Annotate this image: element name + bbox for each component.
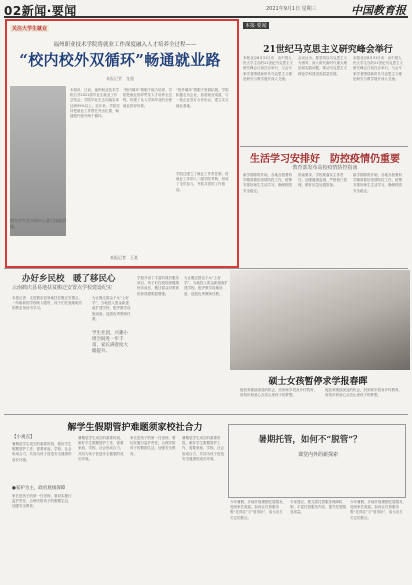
lead-body-col-4: 学院还建立了就业工作责任制，将就业工作纳入二级学院考核，形成了全员参与、齐抓共管的工作格局。 [176,172,229,192]
lead-photo-caption: 图为学生在实训中心进行技能训练。 [10,218,66,229]
section-title: 02新闻·要闻 [4,4,77,18]
bottom-body-col-2: 家长是孩子的第一任老师，要切实履行监护责任，合理安排孩子的假期生活，加强安全教育。 [12,494,72,509]
bottom-body-col-7: 专家建议，要完善托管服务保障机制，丰富托管服务内容，提升托管服务质量。 [290,500,346,515]
bottom-body-col-5: 暑期是学生成长的重要时段，做好学生假期管护工作，需要家庭、学校、社会形成合力，共同为孩子营造安全健康的成长环境。 [182,436,224,461]
bottom-feature-title[interactable]: 暑期托管，如何不“脱管”？ [258,435,362,445]
bottom-body-col-4: 家长是孩子的第一任老师，要切实履行监护责任，合理安排孩子的假期生活，加强安全教育。 [130,436,176,456]
middle-body-col-5: 她放弃继续深造的机会，回到家乡投身乡村教育，用知识和爱心点亮山里孩子的梦想。 [240,388,317,398]
bottom-body-col-8: 今年暑假，多地开展暑期托管服务，受到家长欢迎。如何让托管服务既“托得住”又“管得好”，成为各方关注的焦点。 [350,500,406,520]
right-body-col-5: 指南要求，学校要落实主体责任，加强健康监测，严格校门管理，做好应急处置准备。 [298,173,347,188]
issue-date: 2021年9月1日 星期三 [266,6,317,12]
middle-photo [230,270,410,370]
right-headline-1[interactable]: 21世纪马克思主义研究峰会举行 [263,45,393,55]
right-divider [240,146,408,147]
middle-headline-1[interactable]: 办好乡民校 暖了移民心 [22,274,116,284]
bottom-subhead: ●家护为主，政府底线保障 [12,486,66,491]
bottom-body-col-6: 今年暑假，多地开展暑期托管服务，受到家长欢迎。如何让托管服务既“托得住”又“管得好”，成为各方关注的焦点。 [230,500,286,520]
middle-body-col-1: 本报记者 走进鹤庆县易地扶贫搬迁安置点，一所崭新的学校映入眼帘，孩子们在宽敞明亮的教室里读书学习。 [12,296,82,311]
lead-headline[interactable]: “校内校外双循环”畅通就业路 [19,51,221,69]
middle-body-col-4: 为让搬迁群众子女“上好学”，当地投入资金新建改扩建学校，配齐教学设施设备，选派优秀教师任教。 [184,276,228,296]
lead-deck: 福州职业技术学院将就业工作深度融入人才培养全过程—— [53,42,197,48]
right-headline-2[interactable]: 生活学习安排好 防控疫情仍重要 [250,154,400,165]
lead-body-col-1: 本报讯 日前，福州职业技术学院召开2021届毕业生就业工作总结会，学院毕业生去向落实率达到95%以上。近年来，学院坚持把就业工作摆在突出位置，畅通校内校外两个循环。 [70,88,120,119]
right-body-col-2: 会议认为，要坚持以马克思主义为指导，深入研究新时代重大理论和实践问题，推动马克思主义理论学科建设高质量发展。 [298,56,347,76]
bottom-divider [4,414,408,415]
middle-body-col-6: 她放弃继续深造的机会，回到家乡投身乡村教育，用知识和爱心点亮山里孩子的梦想。 [325,388,402,398]
middle-divider [4,268,408,269]
lead-body-col-2: “校内循环”着眼于能力培养，学院把就业指导贯穿人才培养全过程，构建了从入学到毕业的全程就业指导体系。 [123,88,173,108]
bottom-body-col-1: 暑期是学生成长的重要时段，做好学生假期管护工作，需要家庭、学校、社会形成合力，共同为孩子营造安全健康的成长环境。 [12,442,72,462]
right-body-col-6: 新学期即将开始，各地各校要科学精准做好疫情防控工作，统筹安排好师生生活学习，确保校园安全稳定。 [353,173,402,193]
right-body-col-4: 新学期即将开始，各地各校要科学精准做好疫情防控工作，统筹安排好师生生活学习，确保校园安全稳定。 [243,173,292,193]
lead-kicker: 关注大学生就业 [12,26,48,32]
lead-sign: 本报记者 王某 [110,255,138,260]
middle-deck-1: 云南鹤庆县易地扶贫搬迁安置点学校建设纪实 [12,285,113,291]
masthead-logo: 中国教育报 [351,4,406,17]
page-header [4,2,408,18]
middle-body-col-2: 为让搬迁群众子女“上好学”，当地投入资金新建改扩建学校，配齐教学设施设备，选派优秀教师任教。 [92,296,131,321]
right-kicker: 本报·要闻 [245,23,267,29]
right-subhead-2: 教育部发布高校疫情防控指南 [292,165,358,171]
middle-pull-quote: 学生社团、兴趣小组空间进一步丰富，家长满意度大幅提升。 [92,331,128,354]
lead-body-col-3: “校外循环”着眼于资源拓展，学院积极走访企业，拓宽就业渠道，与一批企业签订合作协议，建立实习就业基地。 [176,88,229,108]
right-body-col-3: 本报北京8月31日讯 由中国人民大学主办的21世纪马克思主义研究峰会日前在京举行，与会专家学者围绕新时代马克思主义理论研究与教学展开深入交流。 [353,56,403,81]
lead-byline: 本报记者 龙超 [106,76,134,81]
right-body-col-1: 本报北京8月31日讯 由中国人民大学主办的21世纪马克思主义研究峰会日前在京举行，与会专家学者围绕新时代马克思主义理论研究与教学展开深入交流。 [243,56,293,81]
bottom-headline[interactable]: 解学生假期管护难题须家校社合力 [67,423,203,433]
bottom-body-col-3: 暑期是学生成长的重要时段，做好学生假期管护工作，需要家庭、学校、社会形成合力，共同为孩子营造安全健康的成长环境。 [78,436,124,461]
middle-body-col-3: 学校开设了丰富的课后服务项目，孩子们在校园里健康快乐成长，搬迁群众对教育的获得感明显增强。 [137,276,179,296]
lead-photo [10,86,66,236]
bottom-label: 【小观点】 [12,435,35,440]
bottom-feature-kicker: 课堂内外的新探索 [297,452,338,458]
middle-headline-2[interactable]: 硕士女孩暂停求学报春晖 [268,377,368,387]
